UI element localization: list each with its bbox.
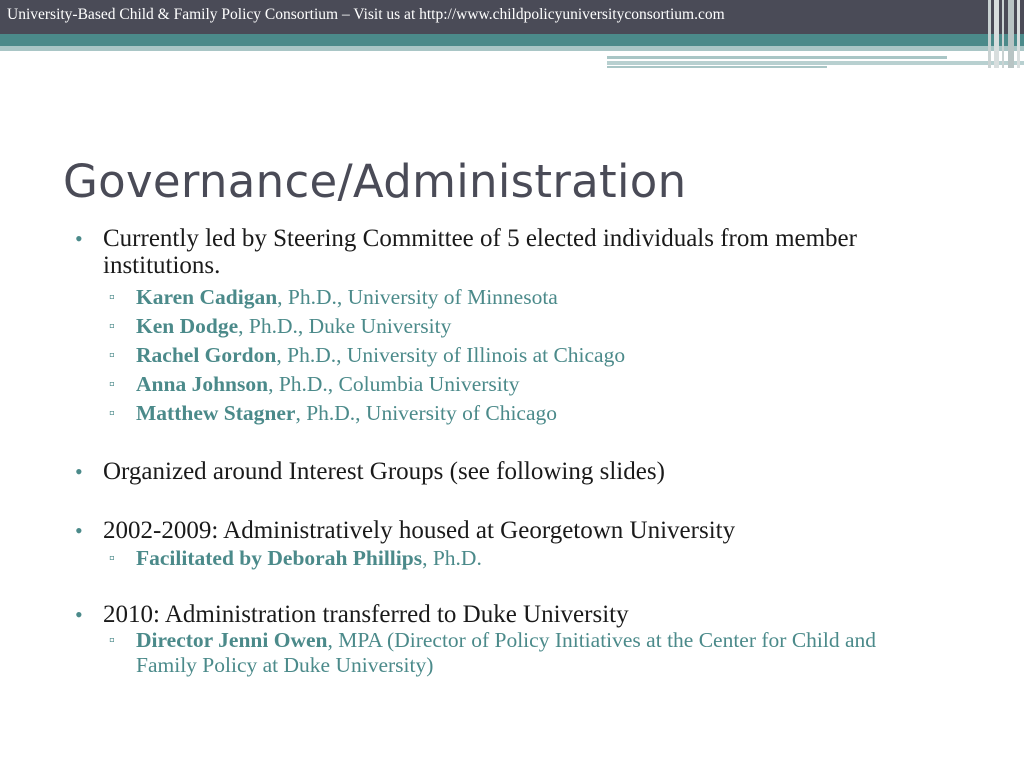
bullet-dot-icon: • (75, 518, 83, 543)
decor-stripe (994, 0, 999, 68)
bullet-dot-icon: • (75, 226, 83, 251)
sub-bullet (75, 628, 945, 678)
sub-bullet-square-icon: ▫ (109, 347, 115, 364)
sub-bullet (75, 399, 945, 428)
bullet-text: 2010: Administration transferred to Duke University (103, 601, 629, 628)
header-light-band (0, 46, 1024, 51)
decor-stripe (607, 61, 1024, 65)
header-text: University-Based Child & Family Policy Consortium – Visit us at http://www.childpolicyuniversityconsortium.com (7, 6, 725, 23)
sub-bullet-square-icon: ▫ (109, 318, 115, 335)
bullet-text: Currently led by Steering Committee of 5 elected individuals from member institutions. (103, 225, 857, 279)
sub-bullet (75, 544, 945, 573)
person-detail: , Ph.D., University of Minnesota (277, 285, 558, 309)
person-name: Facilitated by Deborah Phillips (136, 546, 423, 570)
bullet-text: 2002-2009: Administratively housed at Georgetown University (103, 517, 736, 544)
bullet-4 (75, 601, 945, 628)
sub-bullet-square-icon: ▫ (109, 550, 115, 567)
decor-stripe (1008, 0, 1014, 68)
person-name: Rachel Gordon (136, 343, 277, 367)
bullet-1 (75, 225, 945, 279)
sub-bullet (75, 283, 945, 312)
person-name: Anna Johnson (136, 372, 269, 396)
bullet-2 (75, 458, 945, 485)
bullet-3 (75, 517, 945, 544)
person-detail: , Ph.D., University of Illinois at Chicago (276, 343, 626, 367)
sub-bullet-square-icon: ▫ (109, 405, 115, 422)
decor-stripe (607, 56, 947, 59)
decor-stripe (988, 0, 991, 68)
sub-bullet (75, 370, 945, 399)
slide-content (75, 225, 945, 678)
sub-bullet-square-icon: ▫ (109, 289, 115, 306)
person-detail: , Ph.D., Duke University (238, 314, 452, 338)
sub-bullet-square-icon: ▫ (109, 632, 115, 649)
person-detail: , MPA (Director of Policy Initiatives at the Center for Child and Family Policy at Duke University) (136, 628, 877, 677)
header-accent-band (0, 34, 1024, 46)
person-name: Karen Cadigan (136, 285, 278, 309)
sub-bullet-square-icon: ▫ (109, 376, 115, 393)
bullet-dot-icon: • (75, 459, 83, 484)
decor-stripe (1017, 0, 1020, 68)
decor-stripe (1002, 0, 1004, 68)
slide-title: Governance/Administration (63, 155, 687, 208)
person-name: Ken Dodge (136, 314, 239, 338)
person-detail: , Ph.D., University of Chicago (295, 401, 557, 425)
person-name: Director Jenni Owen (136, 628, 328, 652)
person-detail: , Ph.D., Columbia University (268, 372, 520, 396)
person-detail: , Ph.D. (422, 546, 482, 570)
header-bar (0, 0, 1024, 34)
person-name: Matthew Stagner (136, 401, 296, 425)
sub-bullet (75, 312, 945, 341)
decor-stripe (607, 66, 827, 68)
bullet-text: Organized around Interest Groups (see following slides) (103, 458, 665, 485)
bullet-dot-icon: • (75, 602, 83, 627)
sub-bullet (75, 341, 945, 370)
